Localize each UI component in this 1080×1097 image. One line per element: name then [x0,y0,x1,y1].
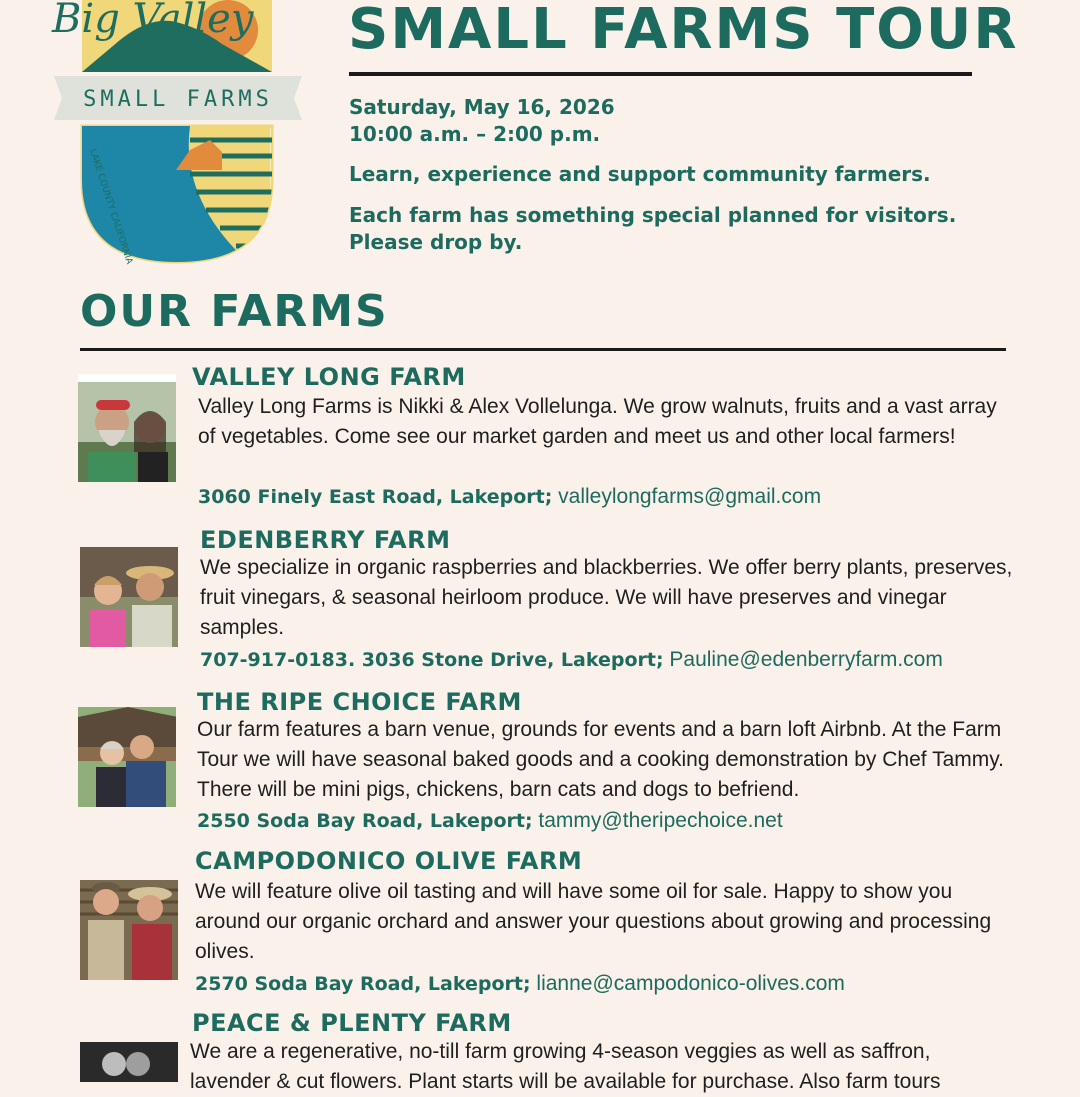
farm-contact [198,482,821,512]
farm-name: VALLEY LONG FARM [192,363,466,391]
event-invite-line2: Please drop by. [349,230,523,254]
farm-address: 2550 Soda Bay Road, Lakeport; [197,810,533,832]
event-date: Saturday, May 16, 2026 [349,95,615,119]
farm-address: 3060 Finely East Road, Lakeport; [198,486,553,508]
farm-photo-edenberry [80,547,178,647]
section-divider [80,348,1006,351]
big-valley-small-farms-logo [50,0,306,268]
farm-email-link[interactable]: lianne@campodonico-olives.com [536,972,845,995]
farm-contact [200,645,943,675]
event-time: 10:00 a.m. – 2:00 p.m. [349,122,601,146]
event-invite-line1: Each farm has something special planned for visitors. [349,203,957,227]
farm-description: Our farm features a barn venue, grounds for events and a barn loft Airbnb. At the Farm Tour we will have seasonal baked goods and a cooking demonstration by Chef Tammy. There will be mini pigs, chickens, barn cats and dogs to befriend. [197,718,1005,801]
section-title: OUR FARMS [80,286,389,337]
farm-contact [197,806,783,836]
farm-address: 707-917-0183. 3036 Stone Drive, Lakeport; [200,649,664,671]
event-tagline: Learn, experience and support community farmers. [349,162,931,186]
title-divider [349,72,972,76]
farm-description: Valley Long Farms is Nikki & Alex Vollelunga. We grow walnuts, fruits and a vast array of vegetables. Come see our market garden and meet us and other local farmers! [198,395,997,448]
logo-badge-text: SMALL FARMS [83,87,273,112]
farm-photo-campodonico [80,880,178,980]
farm-photo-peace-plenty [80,1042,178,1082]
farm-photo-valley-long [78,374,176,482]
farm-name: PEACE & PLENTY FARM [192,1009,512,1037]
farm-email-link[interactable]: valleylongfarms@gmail.com [558,485,822,508]
farm-email-link[interactable]: Pauline@edenberryfarm.com [669,648,943,671]
farm-description: We are a regenerative, no-till farm growing 4-season veggies as well as saffron, lavender & cut flowers. Plant starts will be available for purchase. Also farm tours [190,1040,941,1093]
logo-brand-text: Big Valley [52,0,254,42]
farm-photo-ripe-choice [78,707,176,807]
farm-contact [195,969,845,999]
farm-address: 2570 Soda Bay Road, Lakeport; [195,973,531,995]
farm-description: We specialize in organic raspberries and blackberries. We offer berry plants, preserves, fruit vinegars, & seasonal heirloom produce. We will have preserves and vinegar samples. [200,556,1013,639]
logo-region-text: LAKE COUNTY CALIFORNIA [87,147,134,266]
farm-name: THE RIPE CHOICE FARM [197,688,522,716]
farm-name: CAMPODONICO OLIVE FARM [195,847,583,875]
page-title: SMALL FARMS TOUR [348,0,1019,62]
farm-description: We will feature olive oil tasting and will have some oil for sale. Happy to show you around our organic orchard and answer your questions about growing and processing olives. [195,880,992,963]
farm-name: EDENBERRY FARM [200,526,451,554]
farm-email-link[interactable]: tammy@theripechoice.net [538,809,783,832]
